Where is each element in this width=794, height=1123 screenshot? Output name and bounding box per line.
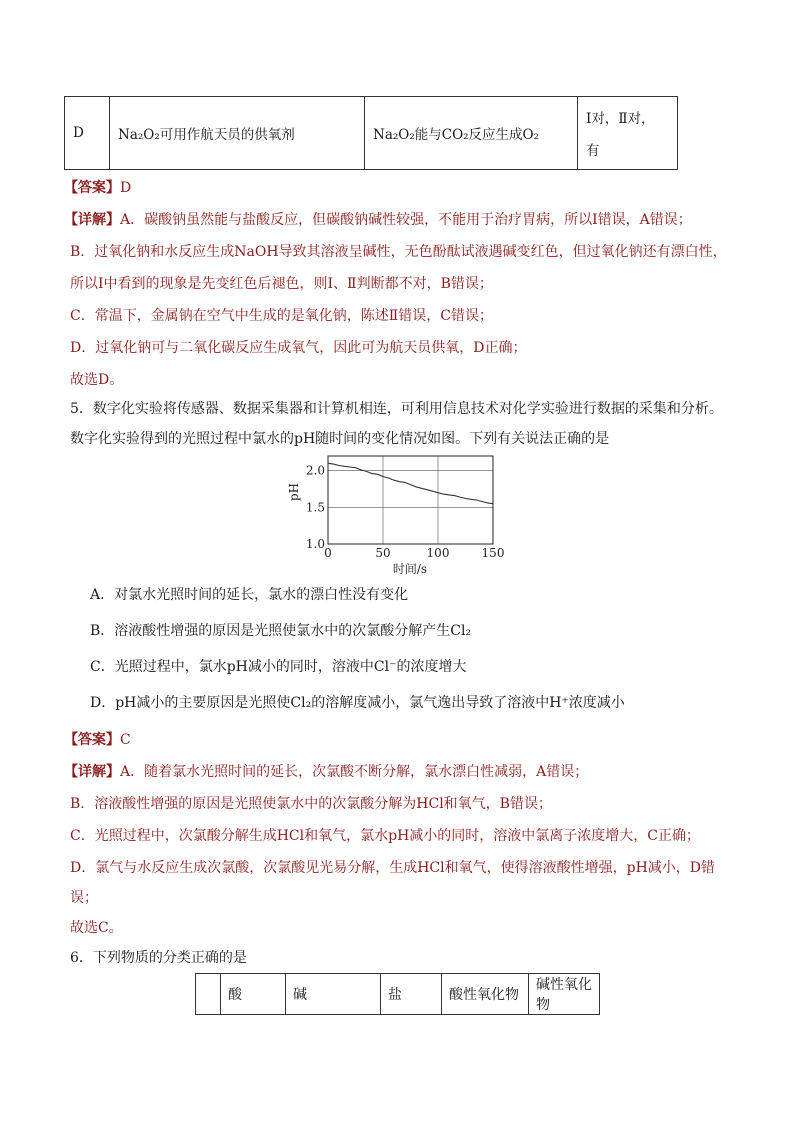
q5-detail-line-5: 误； bbox=[70, 890, 98, 906]
q4-conclusion: 故选D。 bbox=[70, 372, 124, 388]
x-axis-label: 时间/s bbox=[392, 562, 428, 576]
statement2-cell: Na₂O₂能与CO₂反应生成O₂ bbox=[365, 97, 578, 170]
q5-option-d: D．pH减小的主要原因是光照使Cl₂的溶解度减小，氯气逸出导致了溶液中H⁺浓度减小 bbox=[90, 695, 625, 711]
header-cell: 碱性氧化物 bbox=[529, 974, 600, 1015]
q5-answer: 【答案】C bbox=[64, 732, 131, 748]
q6-stem: 6．下列物质的分类正确的是 bbox=[70, 950, 247, 966]
classification-table bbox=[195, 973, 600, 1015]
header-cell: 碱 bbox=[286, 974, 381, 1015]
q5-detail-line-2: B．溶液酸性增强的原因是光照使氯水中的次氯酸分解为HCl和氧气，B错误； bbox=[70, 796, 552, 812]
judgment-cell bbox=[578, 97, 678, 170]
q4-detail-line-1: 【详解】A．碳酸钠虽然能与盐酸反应，但碳酸钠碱性较强，不能用于治疗胃病，所以Ⅰ错误，A错误； bbox=[64, 212, 692, 228]
q5-detail-line-1: 【详解】A．随着氯水光照时间的延长，次氯酸不断分解，氯水漂白性减弱，A错误； bbox=[64, 764, 589, 780]
table-header-row bbox=[196, 974, 600, 1015]
x-tick-label: 150 bbox=[481, 546, 505, 560]
y-tick-label: 1.0 bbox=[305, 537, 325, 551]
q5-detail-line-4: D．氯气与水反应生成次氯酸，次氯酸见光易分解，生成HCl和氧气，使得溶液酸性增强，pH减小，D错 bbox=[70, 860, 716, 876]
q5-option-c: C．光照过程中，氯水pH减小的同时，溶液中Cl⁻的浓度增大 bbox=[90, 659, 467, 675]
x-tick-labels bbox=[324, 546, 504, 560]
q5-conclusion: 故选C。 bbox=[70, 920, 123, 936]
q4-detail-line-2: B．过氧化钠和水反应生成NaOH导致其溶液呈碱性，无色酚酞试液遇碱变红色，但过氧化钠还有漂白性， bbox=[70, 244, 727, 260]
detail-label: 【详解】 bbox=[64, 212, 120, 228]
ph-chart bbox=[287, 448, 520, 578]
header-cell: 酸 bbox=[221, 974, 286, 1015]
q5-stem-line1: 5．数字化实验将传感器、数据采集器和计算机相连，可利用信息技术对化学实验进行数据的采集和分析。 bbox=[70, 401, 723, 417]
judgment-line2: 有 bbox=[586, 143, 600, 159]
statement1-cell: Na₂O₂可用作航天员的供氧剂 bbox=[110, 97, 365, 170]
answer-value: D bbox=[120, 180, 132, 196]
plot-frame bbox=[328, 456, 493, 544]
x-tick-label: 100 bbox=[426, 546, 450, 560]
y-tick-labels bbox=[306, 464, 325, 551]
q4-detail-line-3: 所以Ⅰ中看到的现象是先变红色后褪色，则Ⅰ、Ⅱ判断都不对，B错误； bbox=[70, 276, 493, 292]
x-tick-label: 50 bbox=[375, 546, 391, 560]
y-tick-label: 1.5 bbox=[305, 500, 325, 515]
statement-table bbox=[64, 96, 678, 170]
q5-option-a: A．对氯水光照时间的延长，氯水的漂白性没有变化 bbox=[90, 587, 409, 603]
answer-label: 【答案】 bbox=[64, 180, 120, 196]
q5-detail-line-3: C．光照过程中，次氯酸分解生成HCl和氧气，氯水pH减小的同时，溶液中氯离子浓度增大，C正确； bbox=[70, 828, 700, 844]
q5-option-b: B．溶液酸性增强的原因是光照使氯水中的次氯酸分解产生Cl₂ bbox=[90, 623, 472, 639]
x-tick-label: 0 bbox=[324, 546, 332, 560]
header-cell: 盐 bbox=[381, 974, 442, 1015]
chart-grid bbox=[328, 456, 493, 544]
q4-answer bbox=[64, 177, 131, 197]
y-axis-label: pH bbox=[287, 482, 301, 502]
y-tick-label: 2.0 bbox=[305, 463, 325, 478]
judgment-line1: Ⅰ对，Ⅱ对， bbox=[586, 111, 655, 127]
header-cell: 酸性氧化物 bbox=[442, 974, 529, 1015]
option-cell: D bbox=[65, 97, 110, 170]
q4-detail-line-4: C．常温下，金属钠在空气中生成的是氧化钠，陈述Ⅱ错误，C错误； bbox=[70, 308, 493, 324]
q5-stem-line2: 数字化实验得到的光照过程中氯水的pH随时间的变化情况如图。下列有关说法正确的是 bbox=[70, 431, 610, 447]
q4-detail-line-5: D．过氧化钠可与二氧化碳反应生成氧气，因此可为航天员供氧，D正确； bbox=[70, 340, 527, 356]
ph-series-line bbox=[328, 463, 493, 503]
header-cell bbox=[196, 974, 221, 1015]
